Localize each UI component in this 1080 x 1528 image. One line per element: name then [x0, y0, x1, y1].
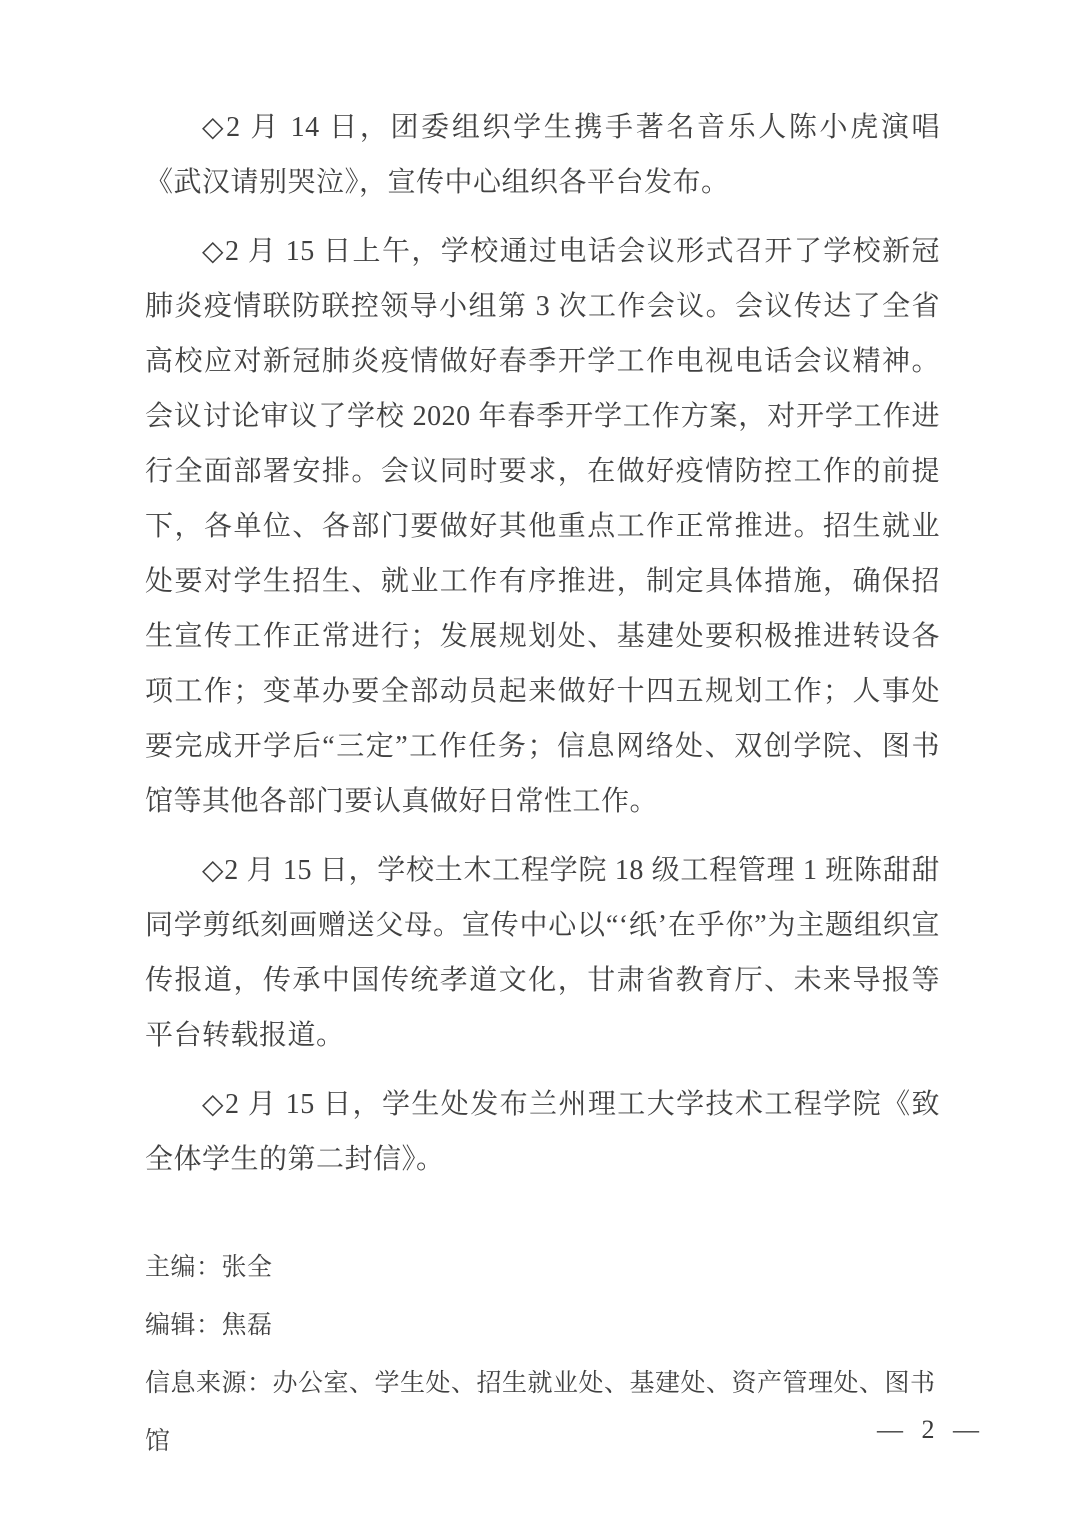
paragraph-news-item-feb15-letter: ◇2 月 15 日，学生处发布兰州理工大学技术工程学院《致全体学生的第二封信》。: [145, 1089, 940, 1175]
document-footer: [145, 1239, 940, 1471]
paragraph-news-item-feb14: ◇2 月 14 日，团委组织学生携手著名音乐人陈小虎演唱《武汉请别哭泣》，宣传中心组织各平台发布。: [145, 112, 940, 198]
document-body: [145, 100, 940, 1471]
footer-editor-in-chief: 主编：张全: [145, 1254, 273, 1281]
paragraph-news-item-feb15-papercut: ◇2 月 15 日，学校土木工程学院 18 级工程管理 1 班陈甜甜同学剪纸刻画赠送父母。宣传中心以“‘纸’在乎你”为主题组织宣传报道，传承中国传统孝道文化，甘肃省教育厅、未来导报等平台转载报道。: [145, 855, 940, 1051]
footer-editor: 编辑：焦磊: [145, 1312, 273, 1339]
paragraph-news-item-feb15-meeting: ◇2 月 15 日上午，学校通过电话会议形式召开了学校新冠肺炎疫情联防联控领导小组第 3 次工作会议。会议传达了全省高校应对新冠肺炎疫情做好春季开学工作电视电话会议精神。会议讨论审议了学校 2020 年春季开学工作方案，对开学工作进行全面部署安排。会议同时要求，在做好疫情防控工作的前提下，各单位、各部门要做好其他重点工作正常推进。招生就业处要对学生招生、就业工作有序推进，制定具体措施，确保招生宣传工作正常进行；发展规划处、基建处要积极推进转设各项工作；变革办要全部动员起来做好十四五规划工作；人事处要完成开学后“三定”工作任务；信息网络处、双创学院、图书馆等其他各部门要认真做好日常性工作。: [145, 236, 940, 817]
footer-source: 信息来源：办公室、学生处、招生就业处、基建处、资产管理处、图书馆: [145, 1370, 936, 1455]
page-number: — 2 —: [877, 1415, 985, 1444]
